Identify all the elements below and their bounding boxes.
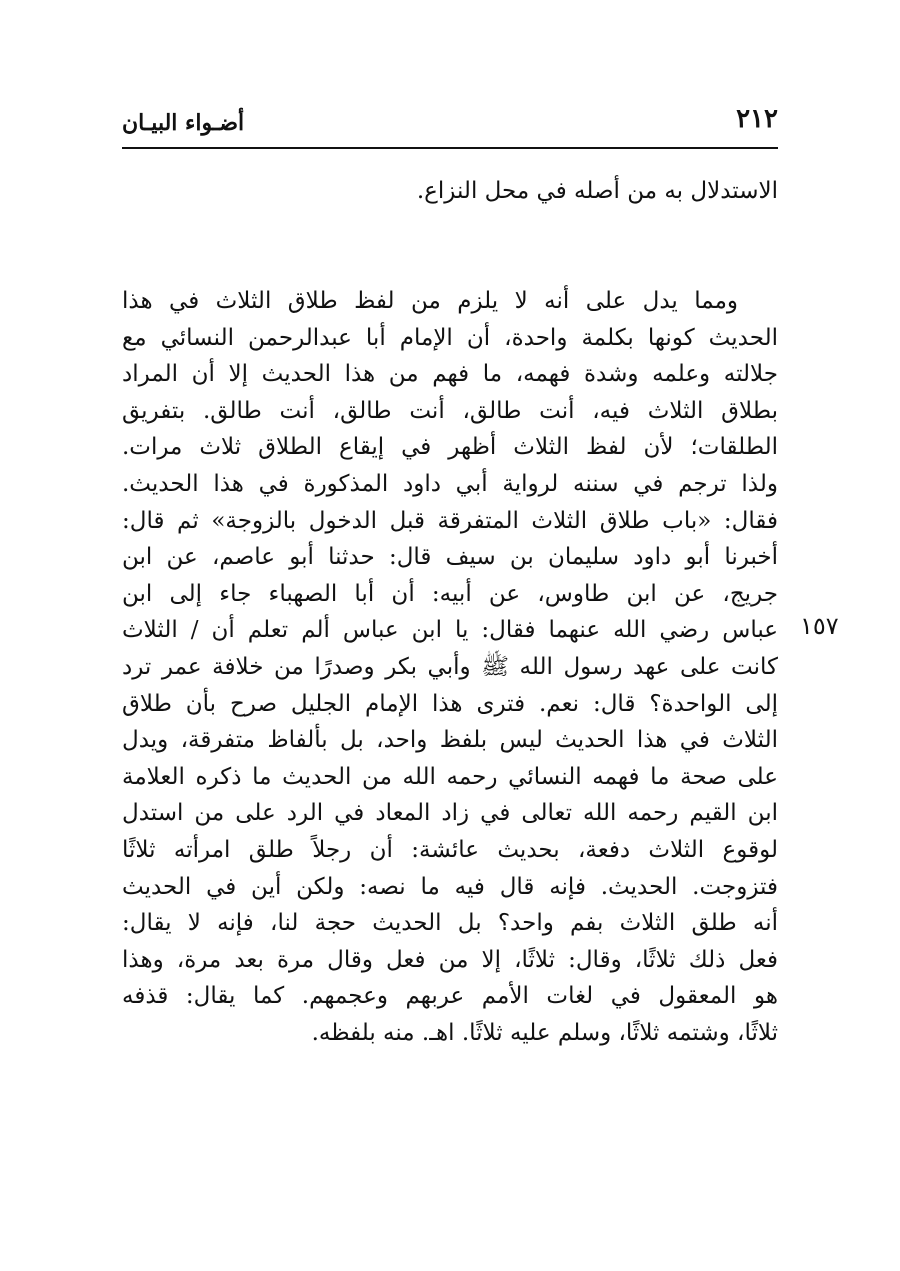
page-number: ٢١٢ <box>736 104 778 134</box>
text-line: أخبرنا أبو داود سليمان بن سيف قال: حدثنا أبو عاصم، عن ابن <box>122 544 778 571</box>
text-line: الحديث كونها بكلمة واحدة، أن الإمام أبا عبدالرحمن النسائي مع <box>122 324 778 351</box>
text-line: الطلقات؛ لأن لفظ الثلاث أظهر في إيقاع الطلاق ثلاث مرات. <box>122 434 778 461</box>
running-title: أضـواء البيـان <box>122 110 245 136</box>
text-line: بطلاق الثلاث فيه، أنت طالق، أنت طالق، أنت طالق. بتفريق <box>122 397 778 424</box>
margin-page-reference: ١٥٧ <box>800 612 839 640</box>
text-line: على صحة ما فهمه النسائي رحمه الله من الحديث ما ذكره العلامة <box>122 763 778 790</box>
text-line: فقال: «باب طلاق الثلاث المتفرقة قبل الدخول بالزوجة» ثم قال: <box>122 507 778 534</box>
text-line: جلالته وعلمه وشدة فهمه، ما فهم من هذا الحديث إلا أن المراد <box>122 361 778 388</box>
text-line: فعل ذلك ثلاثًا، وقال: ثلاثًا، إلا من فعل وقال مرة بعد مرة، وهذا <box>122 946 778 973</box>
text-line: الثلاث في هذا الحديث ليس بلفظ واحد، بل بألفاظ متفرقة، ويدل <box>122 727 778 754</box>
text-line: لوقوع الثلاث دفعة، بحديث عائشة: أن رجلاً طلق امرأته ثلاثًا <box>122 836 778 863</box>
text-line: أنه طلق الثلاث بفم واحد؟ بل الحديث حجة لنا، فإنه لا يقال: <box>122 910 778 937</box>
page-header <box>122 104 778 148</box>
text-line: ولذا ترجم في سننه لرواية أبي داود المذكورة في هذا الحديث. <box>122 470 778 497</box>
main-paragraph <box>122 283 778 1051</box>
intro-paragraph <box>122 173 778 210</box>
text-line: عباس رضي الله عنهما فقال: يا ابن عباس ألم تعلم أن / الثلاث <box>122 617 778 644</box>
text-line: ومما يدل على أنه لا يلزم من لفظ طلاق الثلاث في هذا <box>122 288 738 314</box>
text-line: إلى الواحدة؟ قال: نعم. فترى هذا الإمام الجليل صرح بأن طلاق <box>122 690 778 717</box>
text-line: فتزوجت. الحديث. فإنه قال فيه ما نصه: ولكن أين في الحديث <box>122 873 778 900</box>
header-divider <box>122 147 778 149</box>
text-line: كانت على عهد رسول الله ﷺ وأبي بكر وصدرًا من خلافة عمر ترد <box>122 653 778 680</box>
text-line: ثلاثًا، وشتمه ثلاثًا، وسلم عليه ثلاثًا. اهـ. منه بلفظه. <box>311 1019 778 1046</box>
text-line: هو المعقول في لغات الأمم عربهم وعجمهم. كما يقال: قذفه <box>122 983 778 1010</box>
text-line: ابن القيم رحمه الله تعالى في زاد المعاد في الرد على من استدل <box>122 800 778 827</box>
text-line: جريج، عن ابن طاوس، عن أبيه: أن أبا الصهباء جاء إلى ابن <box>122 580 778 607</box>
text-line: الاستدلال به من أصله في محل النزاع. <box>416 178 778 204</box>
